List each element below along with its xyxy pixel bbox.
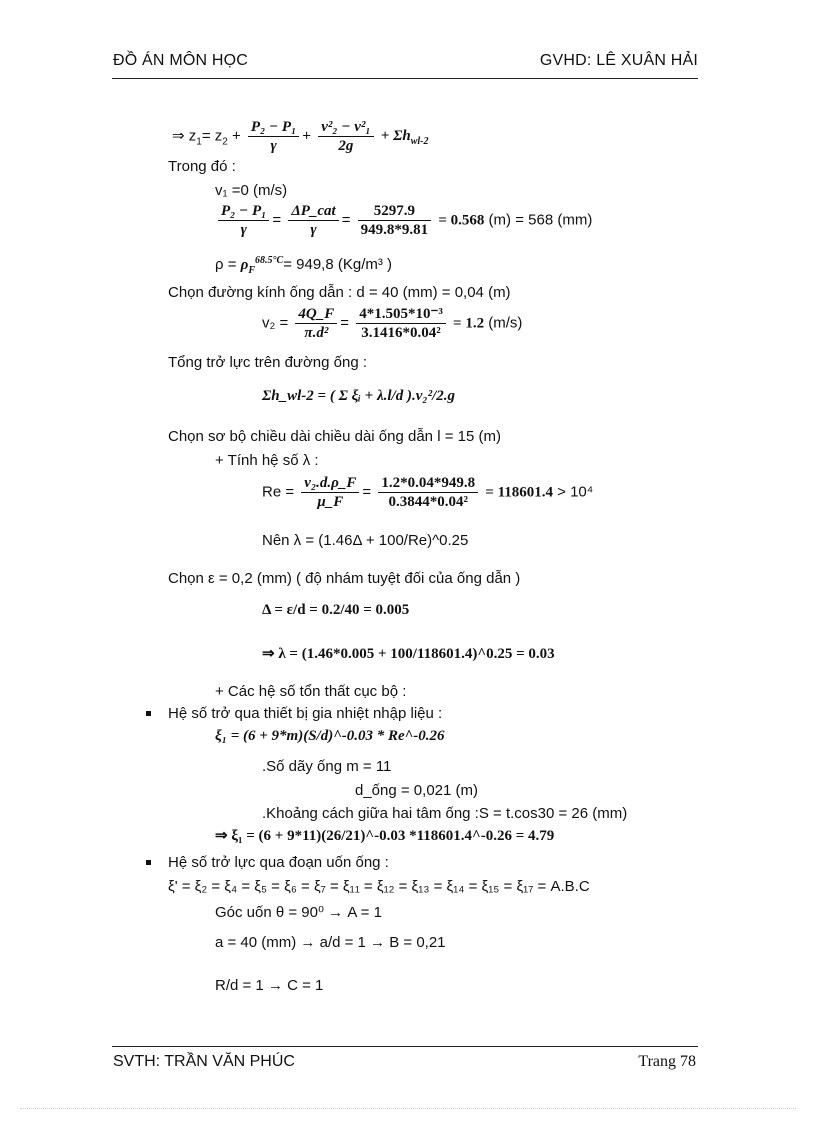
text-lambda-heading: + Tính hệ số λ : [215, 452, 319, 469]
text-trong-do: Trong đó : [168, 158, 236, 175]
page-number: Trang 78 [638, 1053, 696, 1070]
equation-lambda-result: ⇒ λ = (1.46*0.005 + 100/118601.4)^0.25 = 0.03 [262, 646, 555, 662]
header-left: ĐỒ ÁN MÔN HỌC [113, 52, 249, 69]
text-choose-length: Chọn sơ bộ chiều dài chiều dài ống dẫn l = 15 (m) [168, 428, 501, 445]
text-bend-angle: Góc uốn θ = 90⁰ → A = 1 [215, 904, 382, 921]
text-tube-diameter: d_ống = 0,021 (m) [355, 782, 478, 799]
bullet-icon [146, 711, 151, 716]
text-bend-resistance: Hệ số trở lực qua đoạn uốn ống : [168, 854, 389, 871]
footer-left: SVTH: TRẦN VĂN PHÚC [113, 1053, 295, 1070]
text-heater-resistance: Hệ số trở qua thiết bị gia nhiệt nhập liệu : [168, 705, 443, 722]
text-local-loss: + Các hệ số tổn thất cục bộ : [215, 683, 407, 700]
equation-lambda-formula: Nên λ = (1.46Δ + 100/Re)^0.25 [262, 532, 469, 549]
text-choose-diameter: Chọn đường kính ống dẫn : d = 40 (mm) = 0,04 (m) [168, 284, 511, 301]
text-tube-spacing: .Khoảng cách giữa hai tâm ống :S = t.cos30 = 26 (mm) [262, 805, 628, 822]
text-rho: $\rho = \rho_F^{68.5^\circ C}= 949,8$ (Kg/m³ ) [215, 255, 393, 276]
header-rule [112, 78, 698, 79]
text-tube-rows: .Số dãy ống m = 11 [262, 758, 392, 775]
equation-xi-bends: ξ' = ξ₂ = ξ₄ = ξ₅ = ξ₆ = ξ₇ = ξ₁₁ = ξ₁₂ = ξ₁₃ = ξ₁₄ = ξ₁₅ = ξ₁₇ = A.B.C [168, 878, 590, 895]
text-choose-epsilon: Chọn ε = 0,2 (mm) ( độ nhám tuyệt đối của ống dẫn ) [168, 570, 521, 587]
text-v1: v₁ =0 (m/s) [215, 182, 288, 199]
equation-xi1: ξ₁ = (6 + 9*m)(S/d)^-0.03 * Re^-0.26 [215, 728, 445, 744]
equation-sum-h: Σh_wl-2 = ( Σ ξᵢ + λ.l/d ).v₂²/2.g [262, 388, 455, 404]
equation-re: Re = $\frac{\text{v₂.d.ρ\_F}}{\mu\_F}$ = $\frac{1.2*0.04*949.8}{\text{0.3844*0.04²}}$ = 118601.4 > 10⁴ [262, 475, 594, 510]
text-r-ratio: R/d = 1 → C = 1 [215, 977, 324, 994]
equation-v2: v₂ = $\frac{4Q\_F}{\text{π.d²}}$ = $\frac{\text{4*1.505*10⁻³}}{\text{3.1416*0.04²}}$ = 1.2 (m/s) [262, 306, 523, 341]
bullet-icon [146, 860, 151, 865]
header-right: GVHD: LÊ XUÂN HẢI [539, 52, 698, 69]
equation-xi1-result: ⇒ ξ₁ = (6 + 9*11)(26/21)^-0.03 *118601.4^-0.26 = 4.79 [215, 828, 555, 844]
equation-z1: ⇒ $z_1= z_2$ + $\frac{\text{P₂ − P₁}}{\gamma}$ + $\frac{\text{v²₂ − v²₁}}{2g}$ + $\Sigma h_{wl-2}$ [172, 119, 429, 154]
equation-pressure: $\frac{\text{P₂ − P₁}}{\gamma}$ = $\frac{\text{ΔP\_cat}}{\gamma}$ = $\frac{5297.9}{949.8*9.81}$ = 0.568 (m) = 568 (mm) [215, 202, 592, 239]
page-edge-divider [20, 1108, 796, 1109]
text-a-ratio: a = 40 (mm) → a/d = 1 → B = 0,21 [215, 934, 446, 951]
text-total-resistance: Tổng trở lực trên đường ống : [168, 354, 368, 371]
equation-delta: Δ = ε/d = 0.2/40 = 0.005 [262, 602, 410, 618]
footer-rule [112, 1046, 698, 1047]
